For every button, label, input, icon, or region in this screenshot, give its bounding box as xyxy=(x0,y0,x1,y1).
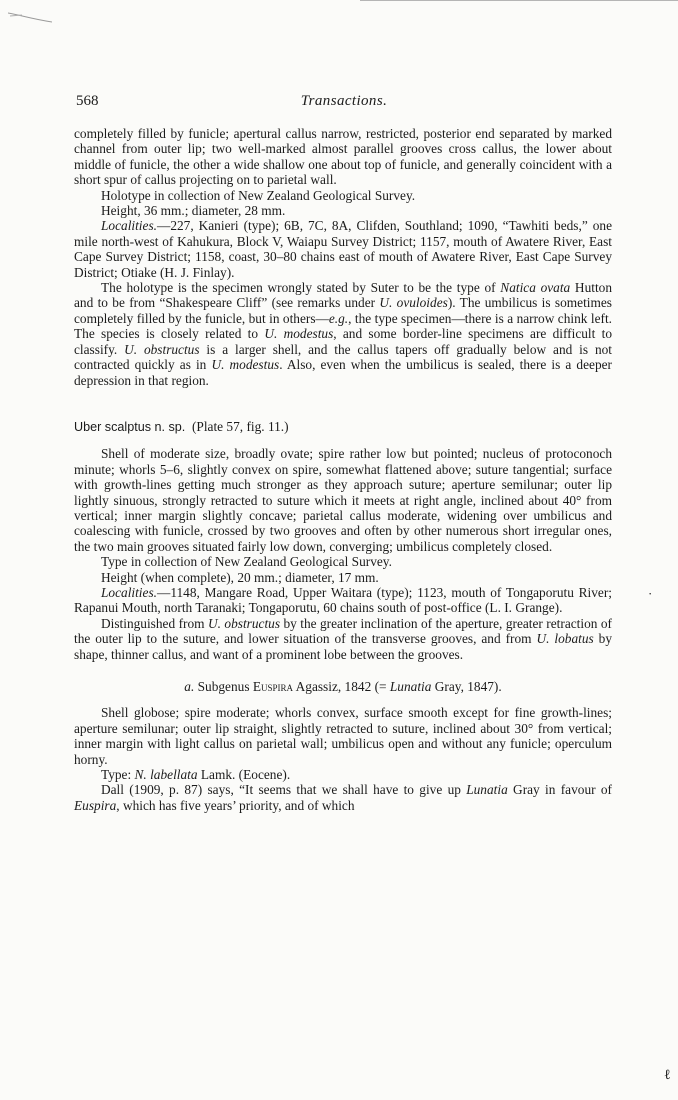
text-run: , which has five years’ priority, and of which xyxy=(116,797,355,813)
subgenus-type xyxy=(74,767,612,782)
italic-text: U. ovuloides xyxy=(379,295,448,311)
italic-text: U. modestus xyxy=(211,357,280,373)
italic-text: U. obstructus xyxy=(124,341,200,357)
italic-text: U. obstructus xyxy=(207,615,281,631)
margin-mark: · xyxy=(648,586,653,601)
italic-text: Lunatia xyxy=(466,782,508,798)
species-description: Shell of moderate size, broadly ovate; spire rather low but pointed; nucleus of protoconoch minute; whorls 5–6, slightly convex on spire, somewhat flattened above; suture tangential; surface with growth-lines getting much stronger as they approach suture; aperture semilunar; outer lip lightly sinuous, strongly retracted to suture which it meets at right angle, inclined about 40° from vertical; inner margin slightly concave; parietal callus moderate, widening over umbilicus and coalescing with funicle, crossed by two grooves and often by other numerous short irregular ones, the two main grooves situated fairly low down, converging; umbilicus completely closed. xyxy=(74,446,612,554)
scan-artifact-mark xyxy=(8,10,52,24)
species-heading xyxy=(74,419,612,435)
text-run: is a larger shell, and the callus tapers off gradually below and is not contracted quickly as in xyxy=(74,341,612,373)
text-run: Type: xyxy=(101,767,135,783)
text-run: Distinguished from xyxy=(101,615,208,631)
remarks-paragraph xyxy=(74,280,612,388)
text-run: The holotype is the specimen wrongly stated by Suter to be the type of xyxy=(101,280,501,296)
localities-label: Localities. xyxy=(101,584,157,600)
species-localities xyxy=(74,585,612,616)
text-run: , and some border-line specimens are difficult to classify. xyxy=(74,326,612,357)
text-run: by the greater inclination of the aperture, greater retraction of the outer lip to the suture, and lower situation of the transverse grooves, and from xyxy=(74,615,612,647)
top-edge-line xyxy=(360,0,678,1)
text-run: , the type specimen—there is a narrow chink left. The species is closely related to xyxy=(74,310,612,342)
text-run: Agassiz, 1842 (= xyxy=(293,679,390,694)
small-caps-text: Euspira xyxy=(252,679,294,694)
type-note: Type in collection of New Zealand Geological Survey. xyxy=(101,554,392,570)
distinction-paragraph xyxy=(74,616,612,662)
text-run: Gray, 1847). xyxy=(431,679,502,694)
margin-mark: ℓ xyxy=(664,1068,671,1083)
text-run: Gray in favour of xyxy=(507,782,612,798)
text-run: . Also, even when the umbilicus is sealed, there is a deeper depression in that region. xyxy=(74,357,612,388)
text-run: by shape, thinner callus, and want of a prominent lobe between the grooves. xyxy=(74,631,612,662)
continued-description: completely filled by funicle; apertural callus narrow, restricted, posterior end separated by marked channel from outer lip; two well-marked almost parallel grooves cross callus, the lower about middle of funicle, the other a wide shallow one about top of funicle, and generally coincident with a short spur of callus projecting on to parietal wall. xyxy=(74,126,612,188)
page-body xyxy=(74,126,612,813)
italic-text: Lunatia xyxy=(389,679,432,694)
holotype-note: Holotype in collection of New Zealand Geological Survey. xyxy=(101,187,416,203)
page-number: 568 xyxy=(76,93,99,109)
subgenus-heading xyxy=(74,679,612,694)
text-run: Subgenus xyxy=(194,679,253,694)
italic-text: a. xyxy=(184,679,195,694)
text-run: Hutton and to be from “Shakespeare Cliff” (see remarks under xyxy=(74,280,612,311)
italic-text: Euspira xyxy=(74,797,117,813)
italic-text: U. modestus xyxy=(264,326,334,342)
running-title: Transactions. xyxy=(300,93,388,109)
subgenus-description: Shell globose; spire moderate; whorls convex, surface smooth except for fine growth-lines; aperture semilunar; outer lip straight, slightly retracted to suture, inclined about 30° from vertical; inner margin with light callus on parietal wall; umbilicus open and without any funicle; operculum horny. xyxy=(74,705,612,767)
localities-note xyxy=(74,218,612,280)
species-name: Uber scalptus n. sp. xyxy=(74,419,186,434)
text-run: ). The umbilicus is sometimes completely filled by the funicle, but in others— xyxy=(74,295,612,326)
species-dimensions: Height (when complete), 20 mm.; diameter, 17 mm. xyxy=(101,569,379,585)
italic-text: U. lobatus xyxy=(536,631,594,647)
text-run: Dall (1909, p. 87) says, “It seems that we shall have to give up xyxy=(101,782,467,798)
italic-text: N. labellata xyxy=(134,767,198,783)
localities-text: —1148, Mangare Road, Upper Waitara (type); 1123, mouth of Tongaporutu River; Rapanui Mouth, north Taranaki; Tongaporutu, 60 chains south of post-office (L. I. Grange). xyxy=(74,584,612,616)
italic-text: e.g. xyxy=(328,310,349,326)
localities-text: —227, Kanieri (type); 6B, 7C, 8A, Clifden, Southland; 1090, “Tawhiti beds,” one mile north-west of Kahukura, Block V, Waiapu Survey District; 1157, mouth of Awatere River, East Cape Survey District; 1158, coast, 30–80 chains east of mouth of Awatere River, East Cape Survey District; Otiake (H. J. Finlay). xyxy=(74,218,612,280)
dall-quote xyxy=(74,782,612,813)
italic-text: Natica ovata xyxy=(500,280,571,296)
page-header xyxy=(76,93,612,115)
plate-reference: (Plate 57, fig. 11.) xyxy=(191,418,289,434)
text-run: Lamk. (Eocene). xyxy=(197,767,291,783)
dimensions-note: Height, 36 mm.; diameter, 28 mm. xyxy=(101,203,286,219)
localities-label: Localities. xyxy=(101,218,157,234)
